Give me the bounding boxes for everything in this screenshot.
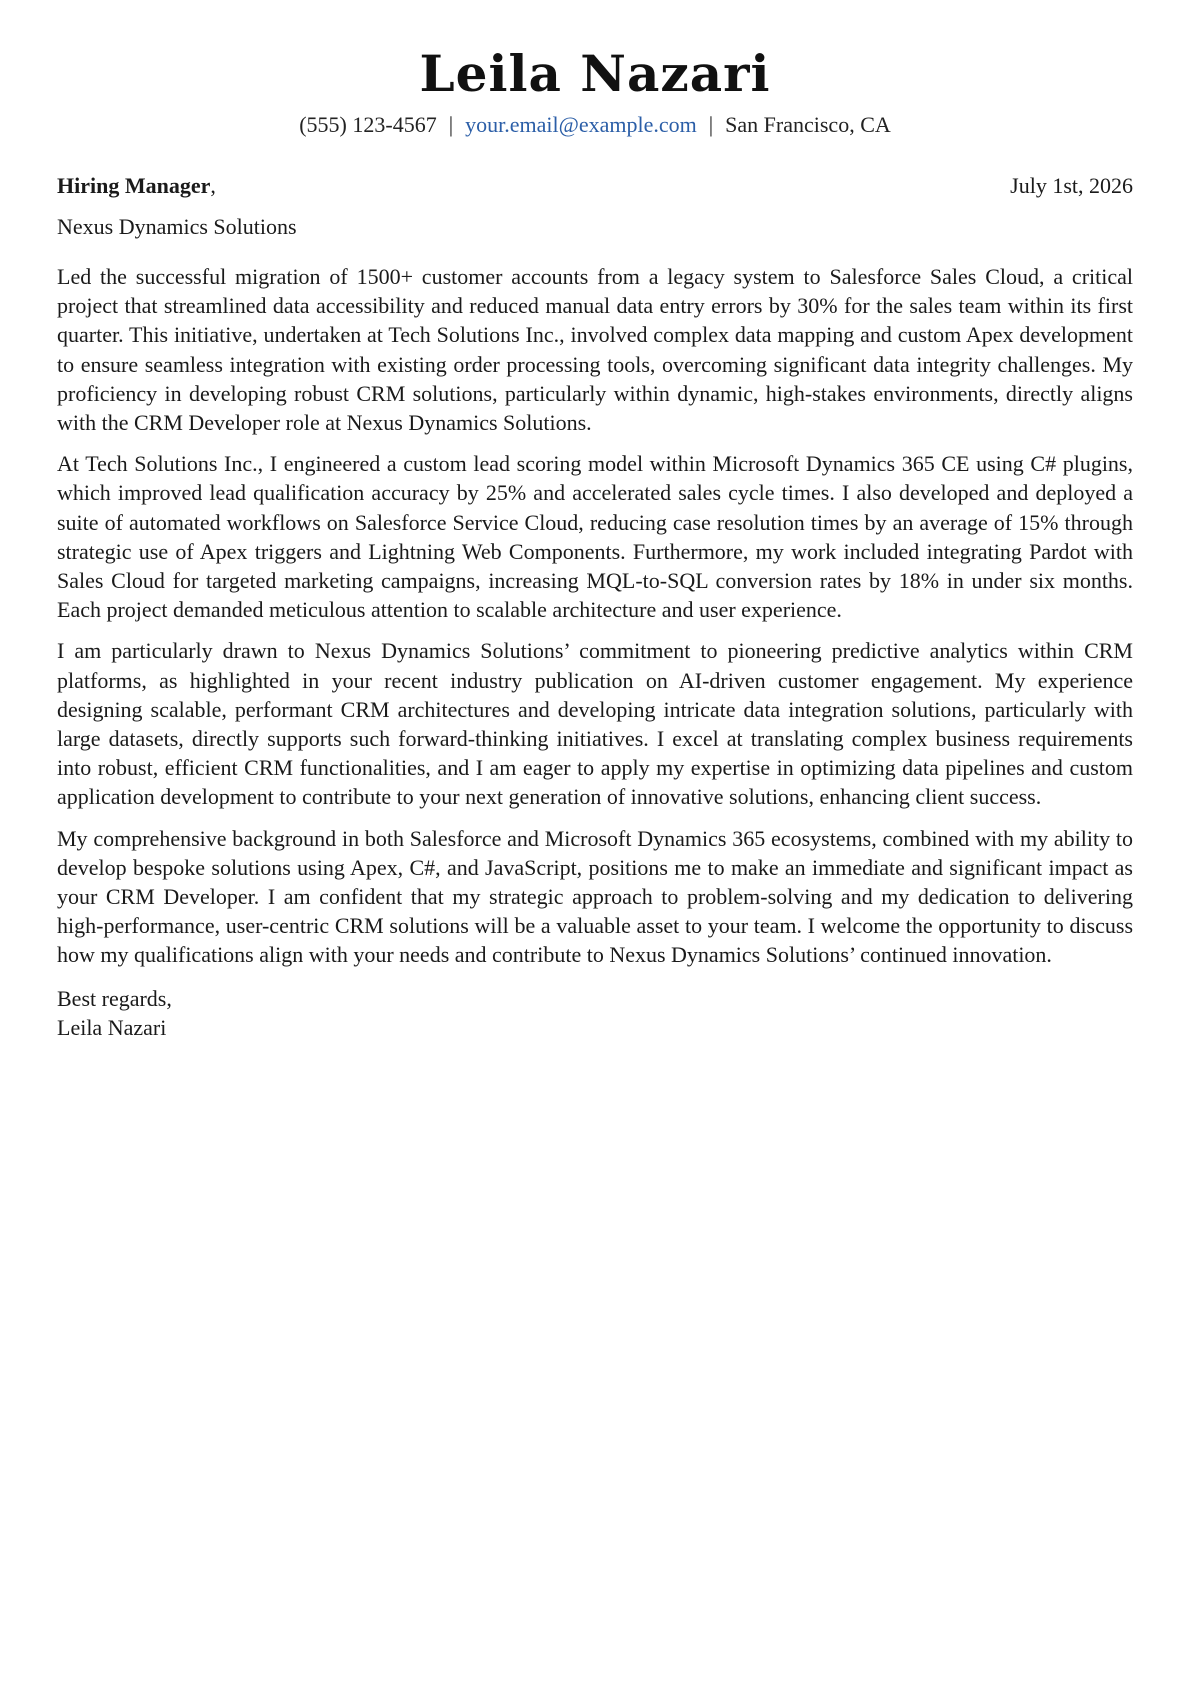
salutation-comma: , [210, 173, 216, 198]
signature-name: Leila Nazari [57, 1014, 167, 1040]
recipient-date-row [57, 171, 1133, 201]
recipient-title: Hiring Manager [57, 173, 211, 198]
contact-separator: | [708, 112, 714, 137]
location: San Francisco, CA [725, 112, 891, 137]
body-paragraph: Led the successful migration of 1500+ customer accounts from a legacy system to Salesforce Sales Cloud, a critical project that streamlined data accessibility and reduced manual data entry errors by 30% for the sales team within its first quarter. This initiative, undertaken at Tech Solutions Inc., involved complex data mapping and custom Apex development to ensure seamless integration with existing order processing tools, overcoming significant data integrity challenges. My proficiency in developing robust CRM solutions, particularly within dynamic, high-stakes environments, directly aligns with the CRM Developer role at Nexus Dynamics Solutions. [57, 264, 1133, 436]
letter-date: July 1st, 2026 [1010, 173, 1133, 198]
closing-block [57, 984, 1133, 1042]
body-paragraph: I am particularly drawn to Nexus Dynamics Solutions’ commitment to pioneering predictive analytics within CRM platforms, as highlighted in your recent industry publication on AI-driven customer engagement. My experience designing scalable, performant CRM architectures and developing intricate data integration solutions, particularly with large datasets, directly supports such forward-thinking initiatives. I excel at translating complex business requirements into robust, efficient CRM functionalities, and I am eager to apply my expertise in optimizing data pipelines and custom application development to contribute to your next generation of innovative solutions, enhancing client success. [57, 638, 1133, 810]
contact-line [57, 110, 1133, 140]
body-paragraph: My comprehensive background in both Salesforce and Microsoft Dynamics 365 ecosystems, combined with my ability to develop bespoke solutions using Apex, C#, and JavaScript, positions me to make an immediate and significant impact as your CRM Developer. I am confident that my strategic approach to problem-solving and my dedication to delivering high-performance, user-centric CRM solutions will be a valuable asset to your team. I welcome the opportunity to discuss how my qualifications align with your needs and contribute to Nexus Dynamics Solutions’ continued innovation. [57, 825, 1133, 968]
signoff: Best regards, [57, 985, 172, 1011]
applicant-name: Leila Nazari [419, 44, 771, 103]
letter-body [57, 262, 1133, 970]
recipient-company: Nexus Dynamics Solutions [57, 214, 297, 239]
phone-number: (555) 123-4567 [299, 112, 437, 137]
email-link[interactable]: your.email@example.com [465, 112, 697, 137]
contact-separator: | [448, 112, 454, 137]
body-paragraph: At Tech Solutions Inc., I engineered a custom lead scoring model within Microsoft Dynamics 365 CE using C# plugins, which improved lead qualification accuracy by 25% and accelerated sales cycle times. I also developed and deployed a suite of automated workflows on Salesforce Service Cloud, reducing case resolution times by an average of 15% through strategic use of Apex triggers and Lightning Web Components. Furthermore, my work included integrating Pardot with Sales Cloud for targeted marketing campaigns, increasing MQL-to-SQL conversion rates by 18% in under six months. Each project demanded meticulous attention to scalable architecture and user experience. [57, 451, 1133, 623]
cover-letter-page [57, 0, 1133, 1042]
salutation [57, 171, 216, 201]
